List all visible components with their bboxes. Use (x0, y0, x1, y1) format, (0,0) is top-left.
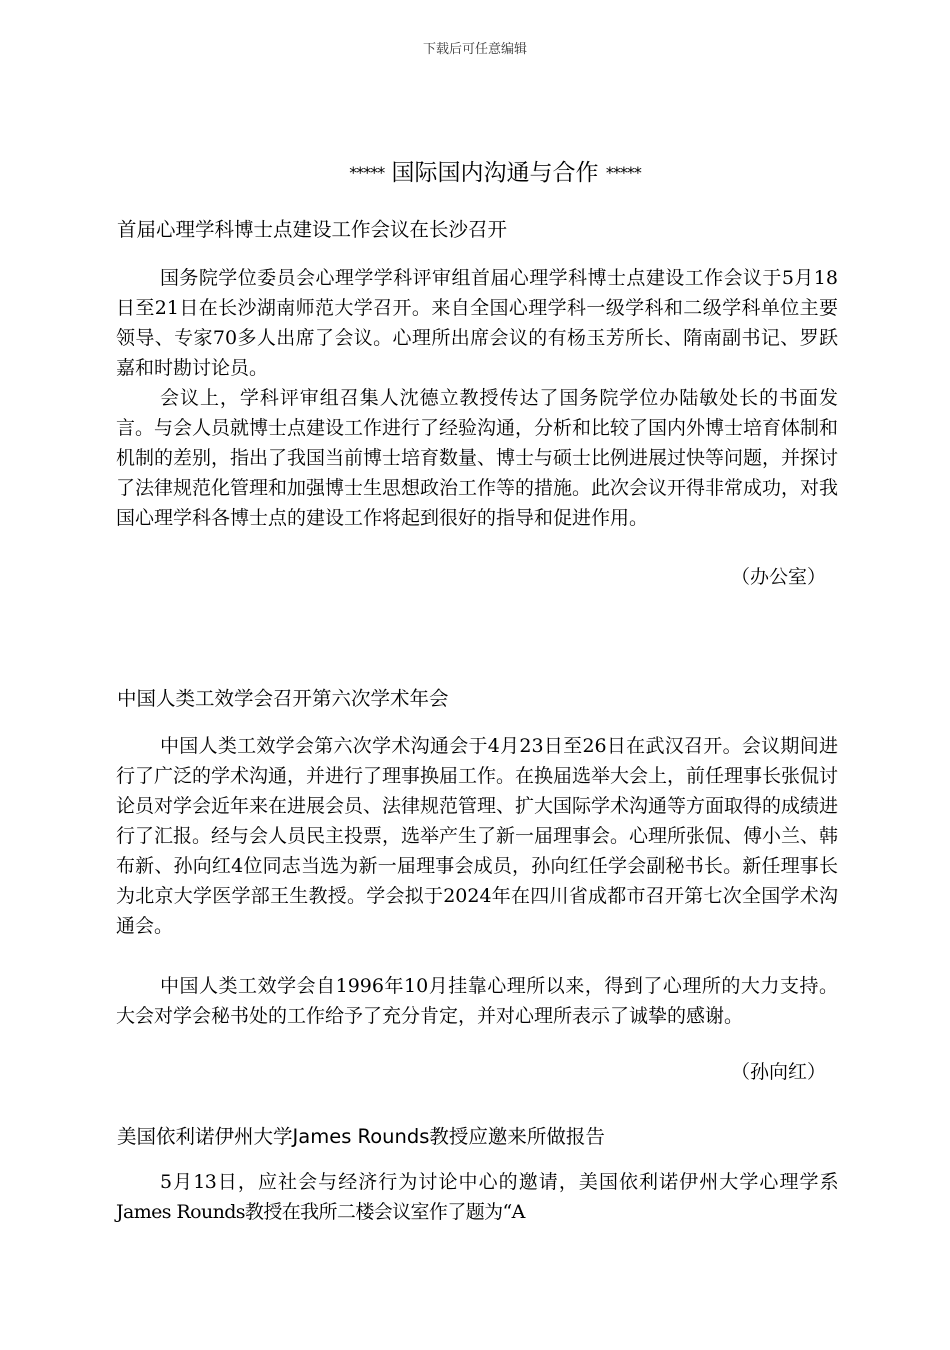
article-2-source: （孙向红） (730, 1061, 826, 1083)
header-note: 下载后可任意编辑 (422, 42, 527, 57)
article-3-title: 美国依利诺伊州大学James Rounds教授应邀来所做报告 (117, 1125, 605, 1148)
section-title (0, 154, 950, 187)
article-1-title: 首届心理学科博士点建设工作会议在长沙召开 (117, 218, 508, 241)
stars-left: ***** (349, 163, 385, 182)
article-1-paragraph-2: 会议上，学科评审组召集人沈德立教授传达了国务院学位办陆敏处长的书面发言。与会人员就博士点建设工作进行了经验沟通，分析和比较了国内外博士培育体制和机制的差别，指出了我国当前博士培育数量、博士与硕士比例进展过快等问题，并探讨了法律规范化管理和加强博士生思想政治工作等的措施。此次会议开得非常成功，对我国心理学科各博士点的建设工作将起到很好的指导和促进作用。 (116, 387, 839, 529)
article-1-paragraph-1: 国务院学位委员会心理学学科评审组首届心理学科博士点建设工作会议于5月18日至21日在长沙湖南师范大学召开。来自全国心理学科一级学科和二级学科单位主要领导、专家70多人出席了会议。心理所出席会议的有杨玉芳所长、隋南副书记、罗跃嘉和时勘讨论员。 (116, 267, 838, 379)
section-title-text: 国际国内沟通与合作 (391, 160, 599, 186)
article-1-source: （办公室） (730, 566, 826, 588)
stars-right: ***** (605, 163, 641, 182)
article-2-paragraph-1: 中国人类工效学会第六次学术沟通会于4月23日至26日在武汉召开。会议期间进行了广泛的学术沟通，并进行了理事换届工作。在换届选举大会上，前任理事长张侃讨论员对学会近年来在进展会员、法律规范管理、扩大国际学术沟通等方面取得的成绩进行了汇报。经与会人员民主投票，选举产生了新一届理事会。心理所张侃、傅小兰、韩布新、孙向红4位同志当选为新一届理事会成员，孙向红任学会副秘书长。新任理事长为北京大学医学部王生教授。学会拟于2024年在四川省成都市召开第七次全国学术沟通会。 (116, 735, 839, 937)
article-2-title: 中国人类工效学会召开第六次学术年会 (117, 687, 449, 710)
article-2-paragraph-2: 中国人类工效学会自1996年10月挂靠心理所以来，得到了心理所的大力支持。大会对学会秘书处的工作给予了充分肯定，并对心理所表示了诚挚的感谢。 (116, 975, 838, 1027)
article-3-paragraph-1: 5月13日，应社会与经济行为讨论中心的邀请，美国依利诺伊州大学心理学系James Rounds教授在我所二楼会议室作了题为“A (116, 1171, 838, 1223)
